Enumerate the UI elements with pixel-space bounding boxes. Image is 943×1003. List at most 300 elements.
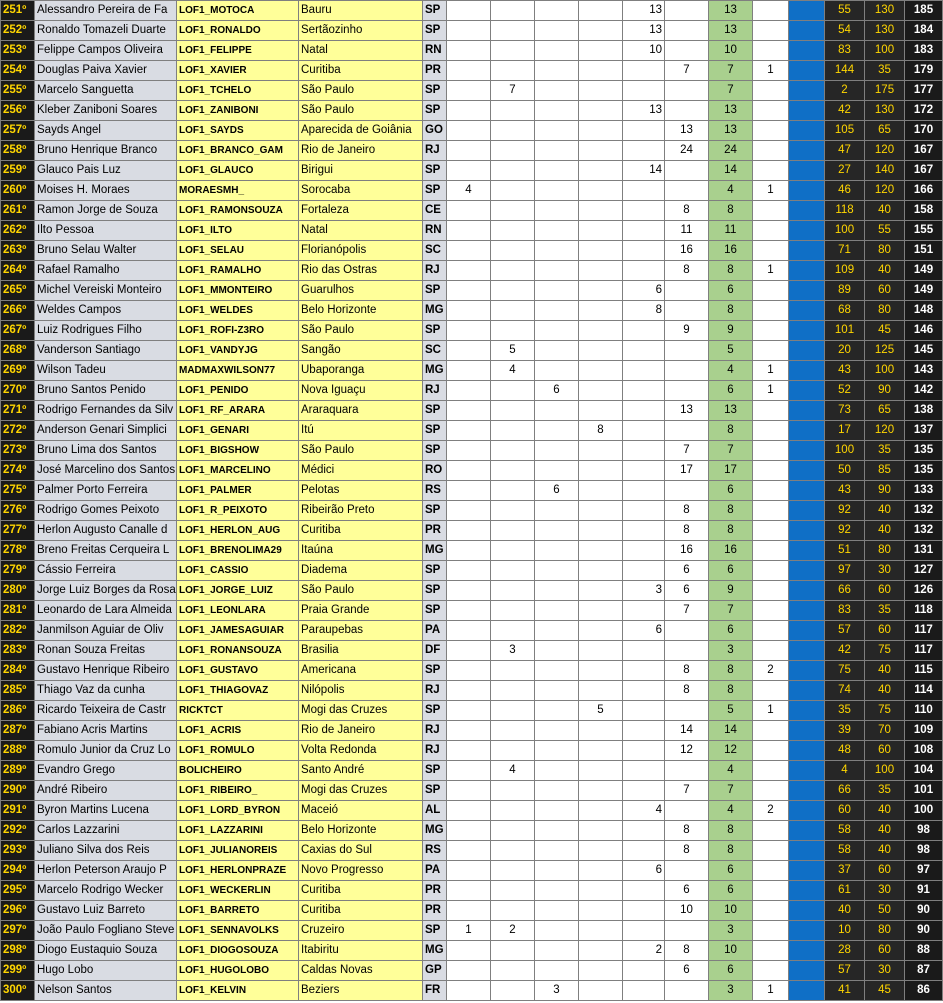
points-b: 45 [865,981,905,1001]
score-col-1 [447,681,491,701]
player-state: SP [423,761,447,781]
score-col-4 [579,741,623,761]
player-city: Rio de Janeiro [299,721,423,741]
score-col-4 [579,881,623,901]
score-col-1 [447,981,491,1001]
player-name: Byron Martins Lucena [35,801,177,821]
points-b: 40 [865,201,905,221]
points-b: 90 [865,381,905,401]
points-b: 40 [865,841,905,861]
player-nickname: RICKTCT [177,701,299,721]
score-col-8 [753,881,789,901]
player-nickname: LOF1_TCHELO [177,81,299,101]
player-state: SP [423,661,447,681]
score-col-6: 8 [665,261,709,281]
points-b: 120 [865,141,905,161]
player-nickname: LOF1_SAYDS [177,121,299,141]
score-col-6: 8 [665,821,709,841]
points-b: 60 [865,581,905,601]
player-name: Ronaldo Tomazeli Duarte [35,21,177,41]
points-total: 117 [905,641,943,661]
score-col-6 [665,701,709,721]
points-b: 35 [865,781,905,801]
rank-position: 300º [1,981,35,1001]
score-sum: 16 [709,241,753,261]
blue-spacer [789,881,825,901]
blue-spacer [789,301,825,321]
player-nickname: LOF1_HERLONPRAZE [177,861,299,881]
table-row [1,421,943,441]
score-col-3 [535,161,579,181]
score-col-4 [579,481,623,501]
score-col-8 [753,601,789,621]
player-name: Bruno Santos Penido [35,381,177,401]
table-row [1,241,943,261]
player-state: RJ [423,381,447,401]
player-name: Breno Freitas Cerqueira L [35,541,177,561]
points-total: 91 [905,881,943,901]
player-state: MG [423,541,447,561]
score-col-2 [491,801,535,821]
rank-position: 254º [1,61,35,81]
score-col-6: 16 [665,241,709,261]
score-col-2 [491,281,535,301]
score-col-3 [535,361,579,381]
score-col-8 [753,781,789,801]
score-col-4 [579,221,623,241]
points-total: 101 [905,781,943,801]
blue-spacer [789,361,825,381]
table-row [1,401,943,421]
score-col-4 [579,561,623,581]
player-city: São Paulo [299,441,423,461]
points-total: 87 [905,961,943,981]
table-row [1,801,943,821]
score-col-2 [491,161,535,181]
rank-position: 294º [1,861,35,881]
points-total: 132 [905,501,943,521]
score-col-5 [623,441,665,461]
player-name: André Ribeiro [35,781,177,801]
points-a: 66 [825,781,865,801]
table-row [1,321,943,341]
player-name: Ricardo Teixeira de Castr [35,701,177,721]
score-sum: 6 [709,881,753,901]
player-state: FR [423,981,447,1001]
points-a: 66 [825,581,865,601]
score-col-2 [491,461,535,481]
player-name: Bruno Henrique Branco [35,141,177,161]
points-total: 135 [905,441,943,461]
player-name: Hugo Lobo [35,961,177,981]
score-col-3 [535,281,579,301]
player-nickname: LOF1_KELVIN [177,981,299,1001]
score-sum: 16 [709,541,753,561]
points-total: 108 [905,741,943,761]
player-name: Rodrigo Gomes Peixoto [35,501,177,521]
rank-position: 266º [1,301,35,321]
score-col-5 [623,601,665,621]
score-sum: 9 [709,581,753,601]
score-col-1 [447,581,491,601]
player-city: Cruzeiro [299,921,423,941]
points-total: 138 [905,401,943,421]
rank-position: 256º [1,101,35,121]
score-col-8 [753,1,789,21]
rank-position: 267º [1,321,35,341]
points-a: 61 [825,881,865,901]
rank-position: 265º [1,281,35,301]
score-col-5 [623,121,665,141]
score-col-1 [447,881,491,901]
player-name: Marcelo Sanguetta [35,81,177,101]
score-col-1 [447,261,491,281]
player-city: Caxias do Sul [299,841,423,861]
score-col-1 [447,281,491,301]
score-col-1 [447,401,491,421]
score-col-3 [535,741,579,761]
player-state: SP [423,101,447,121]
score-col-5 [623,881,665,901]
score-col-4 [579,301,623,321]
score-col-5: 6 [623,861,665,881]
score-col-6 [665,181,709,201]
blue-spacer [789,221,825,241]
score-col-5 [623,521,665,541]
points-a: 48 [825,741,865,761]
rank-position: 298º [1,941,35,961]
score-col-3 [535,401,579,421]
player-state: SP [423,701,447,721]
player-name: Ilto Pessoa [35,221,177,241]
score-col-4 [579,621,623,641]
points-b: 65 [865,401,905,421]
rank-position: 285º [1,681,35,701]
score-col-3 [535,121,579,141]
player-state: RN [423,41,447,61]
player-nickname: LOF1_MOTOCA [177,1,299,21]
rank-position: 251º [1,1,35,21]
player-nickname: LOF1_ACRIS [177,721,299,741]
score-col-3 [535,561,579,581]
score-col-2 [491,401,535,421]
points-a: 46 [825,181,865,201]
points-a: 42 [825,641,865,661]
player-state: CE [423,201,447,221]
score-col-1 [447,1,491,21]
points-b: 65 [865,121,905,141]
points-a: 89 [825,281,865,301]
player-nickname: LOF1_HUGOLOBO [177,961,299,981]
score-col-4 [579,21,623,41]
score-col-4 [579,441,623,461]
score-sum: 3 [709,641,753,661]
points-b: 40 [865,521,905,541]
table-row [1,161,943,181]
score-col-8 [753,941,789,961]
score-col-5 [623,141,665,161]
rank-position: 262º [1,221,35,241]
table-row [1,381,943,401]
player-city: Natal [299,221,423,241]
points-b: 50 [865,901,905,921]
player-nickname: LOF1_ROMULO [177,741,299,761]
table-row [1,441,943,461]
points-total: 126 [905,581,943,601]
player-nickname: LOF1_RAMALHO [177,261,299,281]
player-city: Belo Horizonte [299,821,423,841]
score-sum: 10 [709,941,753,961]
player-state: SP [423,1,447,21]
score-col-4 [579,201,623,221]
blue-spacer [789,781,825,801]
score-col-5 [623,721,665,741]
points-a: 57 [825,961,865,981]
score-col-6: 7 [665,441,709,461]
score-col-5 [623,481,665,501]
score-col-6: 8 [665,941,709,961]
points-b: 140 [865,161,905,181]
score-col-3 [535,781,579,801]
blue-spacer [789,341,825,361]
blue-spacer [789,541,825,561]
score-sum: 6 [709,481,753,501]
points-a: 68 [825,301,865,321]
points-total: 117 [905,621,943,641]
score-col-3 [535,601,579,621]
score-col-5: 3 [623,581,665,601]
player-state: SP [423,781,447,801]
score-col-1 [447,621,491,641]
score-col-6 [665,921,709,941]
points-total: 149 [905,261,943,281]
score-sum: 13 [709,101,753,121]
score-col-4 [579,841,623,861]
points-total: 158 [905,201,943,221]
score-col-3: 3 [535,981,579,1001]
points-b: 40 [865,681,905,701]
score-col-8 [753,341,789,361]
points-a: 83 [825,601,865,621]
player-name: Ramon Jorge de Souza [35,201,177,221]
player-nickname: LOF1_SENNAVOLKS [177,921,299,941]
score-col-4 [579,321,623,341]
player-nickname: LOF1_ZANIBONI [177,101,299,121]
score-col-1 [447,781,491,801]
score-col-3 [535,821,579,841]
score-col-8 [753,41,789,61]
player-city: São Paulo [299,581,423,601]
table-row [1,41,943,61]
player-city: Mogi das Cruzes [299,781,423,801]
player-city: Belo Horizonte [299,301,423,321]
table-row [1,481,943,501]
points-a: 58 [825,821,865,841]
points-b: 60 [865,621,905,641]
score-col-8 [753,901,789,921]
score-col-4 [579,261,623,281]
score-col-5 [623,641,665,661]
player-city: Maceió [299,801,423,821]
points-b: 130 [865,21,905,41]
player-state: SP [423,281,447,301]
score-col-2 [491,941,535,961]
score-col-5 [623,501,665,521]
blue-spacer [789,941,825,961]
player-state: SP [423,321,447,341]
score-col-4 [579,401,623,421]
score-col-2 [491,701,535,721]
score-col-2 [491,301,535,321]
score-col-4 [579,681,623,701]
table-row [1,901,943,921]
rank-position: 290º [1,781,35,801]
score-col-4 [579,241,623,261]
blue-spacer [789,81,825,101]
rank-position: 272º [1,421,35,441]
points-a: 27 [825,161,865,181]
points-total: 151 [905,241,943,261]
points-b: 70 [865,721,905,741]
player-name: Ronan Souza Freitas [35,641,177,661]
score-col-2 [491,981,535,1001]
points-b: 35 [865,601,905,621]
rank-position: 292º [1,821,35,841]
score-sum: 8 [709,521,753,541]
score-col-3 [535,661,579,681]
player-state: RJ [423,141,447,161]
player-city: Itaúna [299,541,423,561]
score-col-8 [753,921,789,941]
score-col-6 [665,621,709,641]
score-col-6: 6 [665,581,709,601]
points-a: 55 [825,1,865,21]
score-col-6: 24 [665,141,709,161]
player-name: Fabiano Acris Martins [35,721,177,741]
score-col-8 [753,21,789,41]
score-sum: 13 [709,401,753,421]
table-row [1,221,943,241]
points-total: 170 [905,121,943,141]
score-col-4 [579,901,623,921]
player-city: São Paulo [299,321,423,341]
score-col-3 [535,61,579,81]
points-total: 167 [905,161,943,181]
score-col-8: 2 [753,661,789,681]
player-name: Palmer Porto Ferreira [35,481,177,501]
player-state: PA [423,621,447,641]
points-a: 73 [825,401,865,421]
player-name: Carlos Lazzarini [35,821,177,841]
player-city: Araraquara [299,401,423,421]
player-name: Marcelo Rodrigo Wecker [35,881,177,901]
table-row [1,201,943,221]
blue-spacer [789,321,825,341]
score-col-2 [491,961,535,981]
score-col-4 [579,461,623,481]
player-city: Florianópolis [299,241,423,261]
score-col-4 [579,1,623,21]
player-city: Itabiritu [299,941,423,961]
player-city: Birigui [299,161,423,181]
score-col-6 [665,801,709,821]
score-col-6: 8 [665,501,709,521]
blue-spacer [789,461,825,481]
points-b: 100 [865,41,905,61]
blue-spacer [789,181,825,201]
score-col-3 [535,261,579,281]
table-row [1,301,943,321]
table-row [1,141,943,161]
score-col-4 [579,501,623,521]
score-col-1 [447,901,491,921]
score-col-8 [753,441,789,461]
player-state: SP [423,181,447,201]
player-state: SP [423,161,447,181]
score-sum: 14 [709,721,753,741]
score-col-5: 8 [623,301,665,321]
points-b: 120 [865,181,905,201]
player-city: Guarulhos [299,281,423,301]
player-nickname: LOF1_VANDYJG [177,341,299,361]
player-state: RJ [423,681,447,701]
table-row [1,701,943,721]
points-a: 57 [825,621,865,641]
points-b: 75 [865,701,905,721]
player-name: Luiz Rodrigues Filho [35,321,177,341]
player-nickname: LOF1_RONALDO [177,21,299,41]
score-col-8: 1 [753,181,789,201]
rank-position: 287º [1,721,35,741]
score-col-3 [535,521,579,541]
score-col-5: 13 [623,21,665,41]
score-col-1 [447,21,491,41]
score-col-4 [579,661,623,681]
player-city: Rio de Janeiro [299,141,423,161]
table-row [1,261,943,281]
score-col-3 [535,421,579,441]
score-col-5: 6 [623,281,665,301]
score-col-1 [447,521,491,541]
points-b: 35 [865,441,905,461]
player-nickname: LOF1_BRENOLIMA29 [177,541,299,561]
player-city: Ubaporanga [299,361,423,381]
score-col-5: 2 [623,941,665,961]
score-col-1 [447,321,491,341]
points-total: 86 [905,981,943,1001]
rank-position: 277º [1,521,35,541]
player-name: Anderson Genari Simplici [35,421,177,441]
score-col-4: 5 [579,701,623,721]
player-nickname: LOF1_R_PEIXOTO [177,501,299,521]
player-nickname: BOLICHEIRO [177,761,299,781]
score-col-2 [491,821,535,841]
points-total: 179 [905,61,943,81]
score-col-8 [753,681,789,701]
score-col-6: 6 [665,961,709,981]
score-col-6: 8 [665,681,709,701]
rank-position: 258º [1,141,35,161]
points-b: 125 [865,341,905,361]
player-nickname: LOF1_JULIANOREIS [177,841,299,861]
points-a: 37 [825,861,865,881]
player-name: Gustavo Luiz Barreto [35,901,177,921]
points-b: 130 [865,1,905,21]
player-nickname: LOF1_LORD_BYRON [177,801,299,821]
player-state: SP [423,81,447,101]
score-col-8 [753,121,789,141]
player-name: Rodrigo Fernandes da Silv [35,401,177,421]
